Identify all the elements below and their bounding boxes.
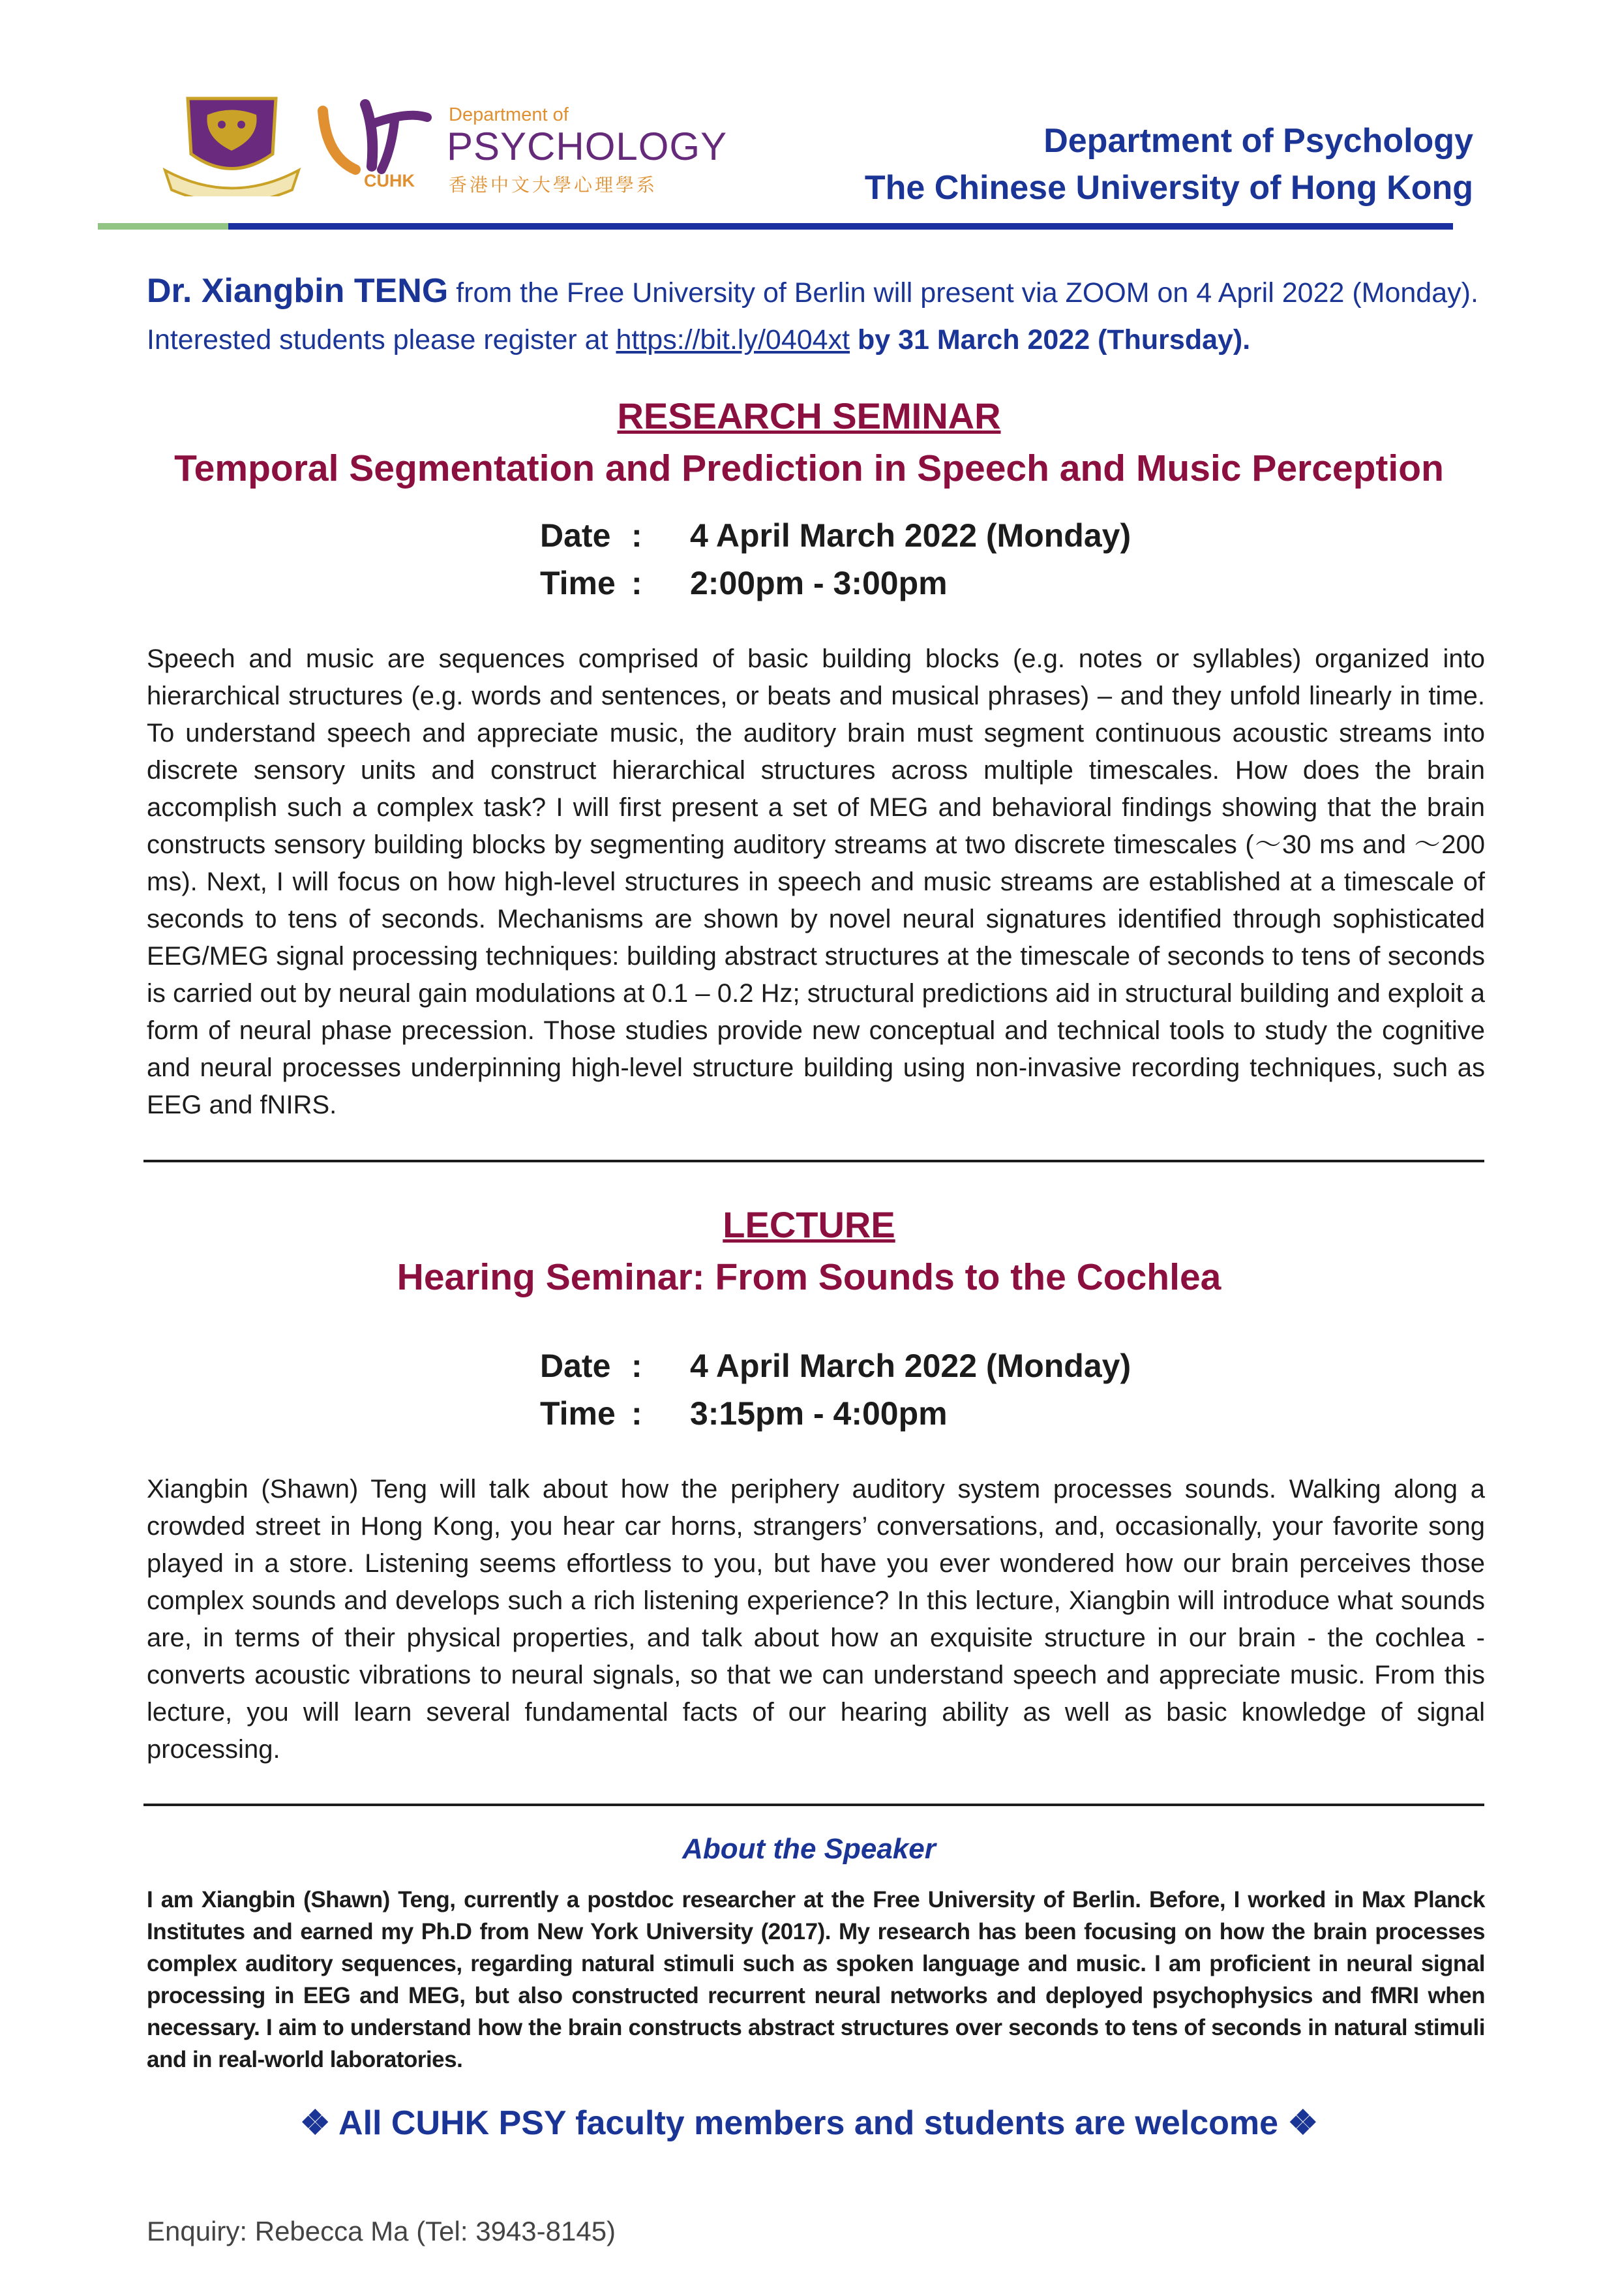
section-divider	[143, 1160, 1484, 1162]
registration-deadline: by 31 March 2022 (Thursday).	[850, 324, 1251, 355]
header-divider	[98, 223, 1453, 230]
cuhk-crest-icon	[162, 92, 302, 196]
intro-text: from the Free University of Berlin will present via ZOOM on 4 April 2022 (Monday). Interested students please register at	[147, 277, 1478, 355]
lecture-date-key: Date	[540, 1348, 611, 1384]
header-title-line2: The Chinese University of Hong Kong	[864, 169, 1473, 207]
seminar-date: Date : 4 April March 2022 (Monday)	[540, 517, 1131, 554]
seminar-label: RESEARCH SEMINAR	[617, 395, 1001, 436]
intro-paragraph	[147, 267, 1516, 363]
seminar-time: Time : 2:00pm - 3:00pm	[540, 565, 948, 601]
header-title-line1: Department of Psychology	[1043, 122, 1473, 160]
about-heading: About the Speaker	[682, 1833, 936, 1865]
lecture-label: LECTURE	[723, 1204, 895, 1245]
about-text: I am Xiangbin (Shawn) Teng, currently a postdoc researcher at the Free University of Berlin. Before, I worked in Max Planck Institutes and earned my Ph.D from New York University (2017). My research has been focusing on how the brain processes complex auditory sequences, regarding natural stimuli such as spoken language and music. I am proficient in neural signal processing in EEG and MEG, but also constructed recurrent neural networks and deployed psychophysics and fMRI when necessary. I aim to understand how the brain constructs abstract structures over seconds to tens of seconds in natural stimuli and in real-world laboratories.	[147, 1887, 1485, 2072]
logo-psychology: PSYCHOLOGY	[447, 125, 728, 168]
seminar-time-value: 2:00pm - 3:00pm	[690, 565, 948, 601]
lecture-title: Hearing Seminar: From Sounds to the Cochlea	[397, 1256, 1221, 1298]
logo-department-of: Department of	[449, 104, 569, 125]
seminar-date-value: 4 April March 2022 (Monday)	[690, 517, 1131, 554]
lecture-time-key: Time	[540, 1395, 616, 1432]
registration-link[interactable]: https://bit.ly/0404xt	[616, 324, 850, 355]
lecture-time: Time : 3:15pm - 4:00pm	[540, 1395, 948, 1432]
lecture-date: Date : 4 April March 2022 (Monday)	[540, 1348, 1131, 1384]
enquiry-contact: Enquiry: Rebecca Ma (Tel: 3943-8145)	[147, 2216, 616, 2246]
header-title	[865, 117, 1473, 211]
welcome-message: ❖ All CUHK PSY faculty members and students are welcome ❖	[299, 2104, 1319, 2142]
logo-cuhk: CUHK	[364, 171, 415, 190]
seminar-time-key: Time	[540, 565, 616, 601]
speaker-name: Dr. Xiangbin TENG	[147, 272, 449, 310]
lecture-abstract: Xiangbin (Shawn) Teng will talk about how the periphery auditory system processes sounds. Walking along a crowded street in Hong Kong, you hear car horns, strangers’ conversations, and, occasionally, your favorite song played in a store. Listening seems effortless to you, but have you ever wondered how our brain perceives those complex sounds and develops such a rich listening experience? In this lecture, Xiangbin will introduce what sounds are, in terms of their physical properties, and talk about how an exquisite structure in our brain - the cochlea - converts acoustic vibrations to neural signals, so that we can understand speech and appreciate music. From this lecture, you will learn several fundamental facts of our hearing ability as well as basic knowledge of signal processing.	[147, 1475, 1485, 1764]
seminar-title: Temporal Segmentation and Prediction in Speech and Music Perception	[174, 447, 1444, 489]
lecture-date-value: 4 April March 2022 (Monday)	[690, 1348, 1131, 1384]
section-divider	[143, 1804, 1484, 1806]
seminar-date-key: Date	[540, 517, 611, 554]
seminar-abstract: Speech and music are sequences comprised of basic building blocks (e.g. notes or syllables) organized into hierarchical structures (e.g. words and sentences, or beats and musical phrases) – and they unfold linearly in time. To understand speech and appreciate music, the auditory brain must segment continuous acoustic streams into discrete sensory units and construct hierarchical structures across multiple timescales. How does the brain accomplish such a complex task? I will first present a set of MEG and behavioral findings showing that the brain constructs sensory building blocks by segmenting auditory streams at two discrete timescales (～30 ms and ～200 ms). Next, I will focus on how high-level structures in speech and music streams are established at a timescale of seconds to tens of seconds. Mechanisms are shown by novel neural signatures identified through sophisticated EEG/MEG signal processing techniques: building abstract structures at the timescale of seconds to tens of seconds is carried out by neural gain modulations at 0.1 – 0.2 Hz; structural predictions aid in structural building and exploit a form of neural phase precession. Those studies provide new conceptual and technical tools to study the cognitive and neural processes underpinning high-level structure building using non-invasive recording techniques, such as EEG and fNIRS.	[147, 644, 1485, 1119]
logo-chinese-name: 香港中文大學心理學系	[449, 175, 658, 195]
lecture-time-value: 3:15pm - 4:00pm	[690, 1395, 948, 1432]
